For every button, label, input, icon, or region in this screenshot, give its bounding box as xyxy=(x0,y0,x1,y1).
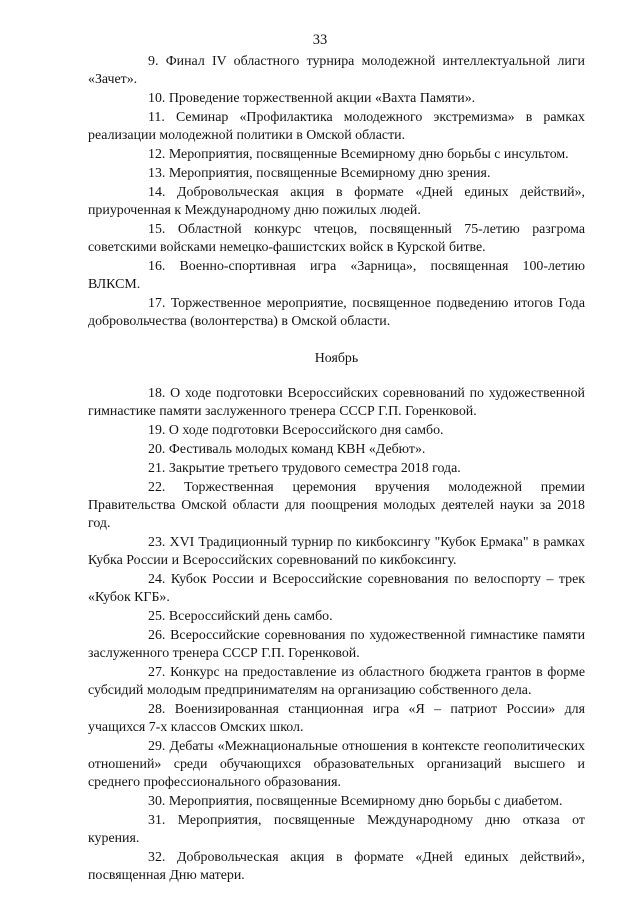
list-item xyxy=(88,295,585,331)
list-item xyxy=(88,849,585,885)
item-text: Проведение торжественной акции «Вахта Памяти». xyxy=(168,91,476,106)
list-item xyxy=(88,627,585,663)
list-item xyxy=(88,460,585,478)
item-text: Закрытие третьего трудового семестра 2018 года. xyxy=(168,461,461,476)
item-text: Мероприятия, посвященные Всемирному дню борьбы с диабетом. xyxy=(168,794,563,809)
list-item xyxy=(88,571,585,607)
list-item xyxy=(88,534,585,570)
item-text: Семинар «Профилактика молодежного экстремизма» в рамках реализации молодежной политики в Омской области. xyxy=(88,110,585,143)
item-number: 20. xyxy=(148,442,166,457)
item-number: 22. xyxy=(148,480,166,495)
item-number: 25. xyxy=(148,609,166,624)
item-number: 31. xyxy=(148,813,166,828)
item-text: Мероприятия, посвященные Всемирному дню борьбы с инсультом. xyxy=(168,147,569,162)
item-number: 14. xyxy=(148,185,166,200)
list-item xyxy=(88,53,585,89)
page-number: 33 xyxy=(312,32,328,48)
item-number: 18. xyxy=(148,386,166,401)
list-item xyxy=(88,701,585,737)
item-text: Мероприятия, посвященные Международному дню отказа от курения. xyxy=(88,813,585,846)
list-section-before xyxy=(88,53,585,331)
list-section-after xyxy=(88,385,585,885)
item-text: XVI Традиционный турнир по кикбоксингу "Кубок Ермака" в рамках Кубка России и Всероссийских соревнований по кикбоксингу. xyxy=(88,535,585,568)
item-number: 28. xyxy=(148,702,166,717)
list-item xyxy=(88,90,585,108)
item-number: 11. xyxy=(148,110,165,125)
list-item xyxy=(88,385,585,421)
item-number: 10. xyxy=(148,91,166,106)
list-item xyxy=(88,608,585,626)
item-number: 17. xyxy=(148,296,166,311)
item-number: 27. xyxy=(148,665,166,680)
list-item xyxy=(88,258,585,294)
item-text: Добровольческая акция в формате «Дней единых действий», приуроченная к Международному дню пожилых людей. xyxy=(88,185,585,218)
item-number: 21. xyxy=(148,461,166,476)
item-text: Областной конкурс чтецов, посвященный 75-летию разгрома советскими войсками немецко-фашистских войск в Курской битве. xyxy=(88,222,585,255)
item-text: Военизированная станционная игра «Я – патриот России» для учащихся 7-х классов Омских школ. xyxy=(88,702,585,735)
item-number: 13. xyxy=(148,166,166,181)
list-item xyxy=(88,479,585,533)
item-text: Добровольческая акция в формате «Дней единых действий», посвященная Дню матери. xyxy=(88,850,585,883)
item-text: Дебаты «Межнациональные отношения в контексте геополитических отношений» среди обучающихся образовательных организаций высшего и среднего профессионального образования. xyxy=(88,739,585,790)
item-text: Фестиваль молодых команд КВН «Дебют». xyxy=(168,442,426,457)
list-item xyxy=(88,165,585,183)
item-number: 16. xyxy=(148,259,166,274)
item-number: 23. xyxy=(148,535,166,550)
list-item xyxy=(88,184,585,220)
item-number: 24. xyxy=(148,572,166,587)
item-text: О ходе подготовки Всероссийского дня самбо. xyxy=(168,423,444,438)
item-number: 19. xyxy=(148,423,166,438)
list-item xyxy=(88,738,585,792)
item-text: Военно-спортивная игра «Зарница», посвященная 100-летию ВЛКСМ. xyxy=(88,259,585,292)
month-heading: Ноябрь xyxy=(314,351,359,366)
list-item xyxy=(88,812,585,848)
list-item xyxy=(88,441,585,459)
item-number: 15. xyxy=(148,222,166,237)
item-number: 26. xyxy=(148,628,166,643)
item-text: Финал IV областного турнира молодежной интеллектуальной лиги «Зачет». xyxy=(88,54,585,87)
item-text: Кубок России и Всероссийские соревнования по велоспорту – трек «Кубок КГБ». xyxy=(88,572,585,605)
list-item xyxy=(88,221,585,257)
list-item xyxy=(88,146,585,164)
item-text: Торжественное мероприятие, посвященное подведению итогов Года добровольчества (волонтерства) в Омской области. xyxy=(88,296,585,329)
list-item xyxy=(88,422,585,440)
item-text: Всероссийский день самбо. xyxy=(168,609,333,624)
item-number: 9. xyxy=(148,54,159,69)
item-text: Мероприятия, посвященные Всемирному дню зрения. xyxy=(168,166,491,181)
item-number: 30. xyxy=(148,794,166,809)
item-text: Конкурс на предоставление из областного бюджета грантов в форме субсидий молодым предпринимателям на организацию собственного дела. xyxy=(88,665,585,698)
list-item xyxy=(88,109,585,145)
item-number: 12. xyxy=(148,147,166,162)
list-item xyxy=(88,664,585,700)
item-number: 32. xyxy=(148,850,166,865)
item-text: Торжественная церемония вручения молодежной премии Правительства Омской области для поощрения молодых деятелей науки за 2018 год. xyxy=(88,480,585,531)
item-text: Всероссийские соревнования по художественной гимнастике памяти заслуженного тренера СССР Г.П. Горенковой. xyxy=(88,628,585,661)
item-text: О ходе подготовки Всероссийских соревнований по художественной гимнастике памяти заслуженного тренера СССР Г.П. Горенковой. xyxy=(88,386,585,419)
item-number: 29. xyxy=(148,739,166,754)
list-item xyxy=(88,793,585,811)
event-list xyxy=(88,53,585,886)
